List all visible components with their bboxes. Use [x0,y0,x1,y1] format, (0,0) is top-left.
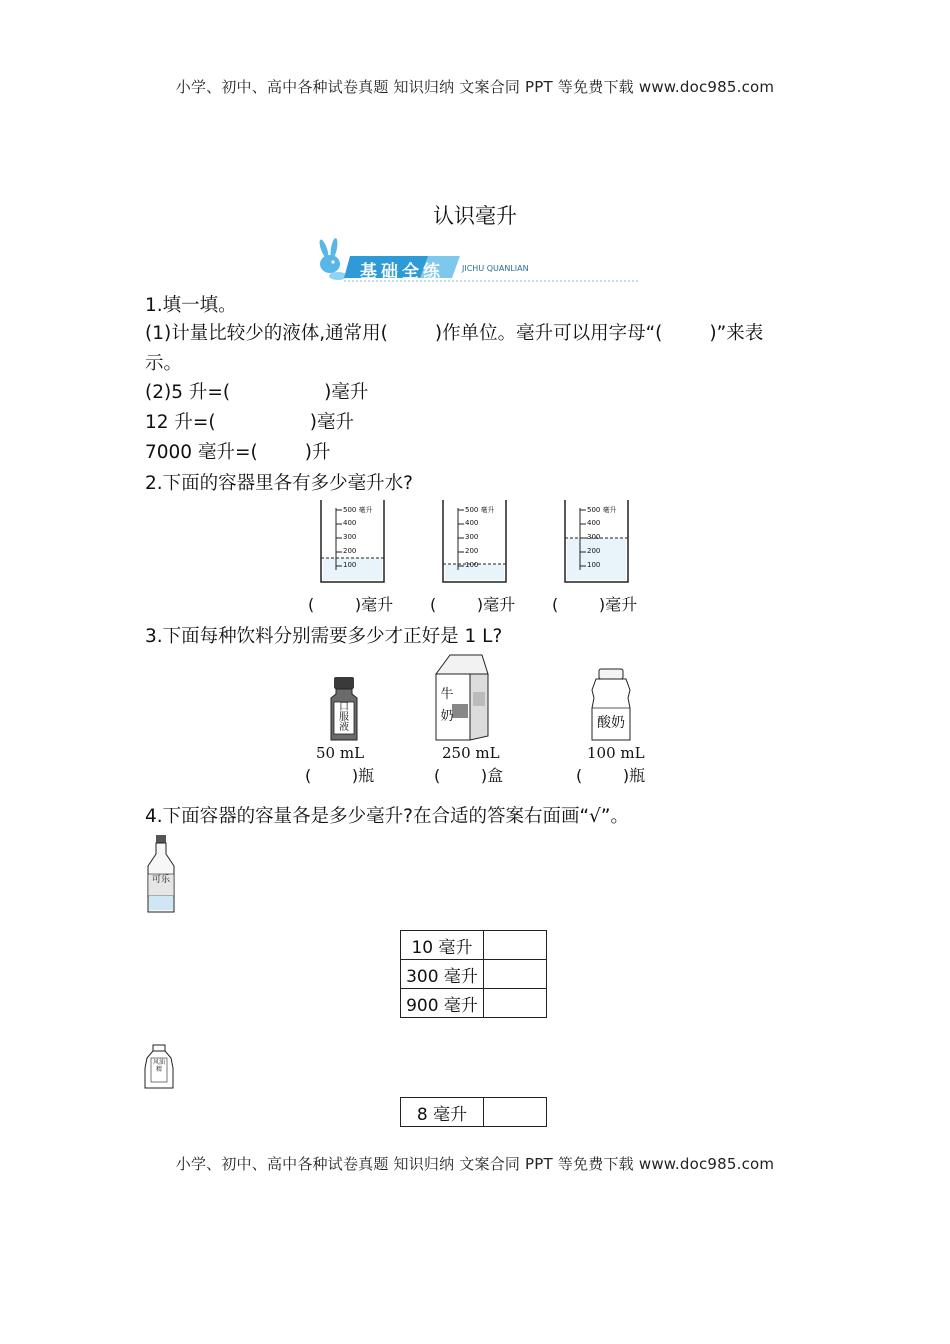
scale-label: 400 [343,519,357,527]
yogurt-bottle [588,668,634,742]
check-cell[interactable] [484,989,547,1018]
check-cell[interactable] [484,931,547,960]
scale-label: 300 [343,533,357,541]
q1-line-3: 12 升=( )毫升 [145,412,354,433]
table-row [401,960,547,989]
milk-carton [430,652,492,742]
scale-label: 300 [587,533,601,541]
table-row [401,989,547,1018]
check-cell[interactable] [484,1098,547,1127]
q1-line-1a: (1)计量比较少的液体,通常用( )作单位。毫升可以用字母“( )”来表 [145,323,764,344]
q2-caption-2: ( )毫升 [430,595,516,614]
scale-label: 100 [587,561,601,569]
beaker-3 [562,498,634,586]
q3-answer-3: ( )瓶 [576,766,646,785]
option-label: 300 毫升 [401,960,484,989]
section-banner [308,238,640,284]
scale-label: 100 [343,561,357,569]
q3-heading: 3.下面每种饮料分别需要多少才正好是 1 L? [145,626,503,647]
scale-label: 300 [465,533,479,541]
q1-line-1b: 示。 [145,353,183,374]
cola-bottle [143,834,179,914]
milk-label: 牛奶 [440,687,454,724]
q3-answer-2: ( )盒 [434,766,504,785]
option-label: 900 毫升 [401,989,484,1018]
cola-label: 可乐 [151,875,170,885]
beaker-2 [440,498,512,586]
q1-heading: 1.填一填。 [145,295,237,316]
balm-bottle [143,1044,175,1090]
answer-table-2 [400,1097,547,1127]
balm-label: 风油精 [152,1059,165,1073]
cola-bottle-icon [143,834,179,914]
option-label: 8 毫升 [401,1098,484,1127]
scale-label: 500 毫升 [587,506,617,514]
scale-label: 500 毫升 [465,506,495,514]
page-title: 认识毫升 [433,204,517,228]
answer-table-1 [400,930,547,1018]
beaker-1 [318,498,390,586]
q2-caption-1: ( )毫升 [308,595,394,614]
oral-liquid-vial [327,676,361,742]
banner-subtitle: JICHU QUANLIAN [462,264,529,273]
q3-answer-1: ( )瓶 [305,766,375,785]
q1-line-2: (2)5 升=( )毫升 [145,382,369,403]
yogurt-label: 酸奶 [597,715,625,731]
page-header: 小学、初中、高中各种试卷真题 知识归纳 文案合同 PPT 等免费下载 www.doc985.com [175,78,775,96]
scale-label: 100 [465,561,479,569]
table-row [401,931,547,960]
q2-caption-3: ( )毫升 [552,595,638,614]
rabbit-mascot-icon [308,238,640,284]
table-row [401,1098,547,1127]
scale-label: 200 [587,547,601,555]
scale-label: 400 [465,519,479,527]
check-cell[interactable] [484,960,547,989]
q4-heading: 4.下面容器的容量各是多少毫升?在合适的答案右面画“√”。 [145,806,629,827]
q1-line-4: 7000 毫升=( )升 [145,442,331,463]
vial-label: 口服液 [339,702,349,733]
scale-label: 400 [587,519,601,527]
q3-volume-3: 100 mL [587,744,645,762]
banner-title: 基础全练 [360,262,444,282]
option-label: 10 毫升 [401,931,484,960]
scale-label: 200 [465,547,479,555]
scale-label: 200 [343,547,357,555]
page-footer: 小学、初中、高中各种试卷真题 知识归纳 文案合同 PPT 等免费下载 www.doc985.com [175,1155,775,1173]
q2-heading: 2.下面的容器里各有多少毫升水? [145,473,413,494]
q3-volume-2: 250 mL [442,744,500,762]
q3-volume-1: 50 mL [316,744,365,762]
scale-label: 500 毫升 [343,506,373,514]
